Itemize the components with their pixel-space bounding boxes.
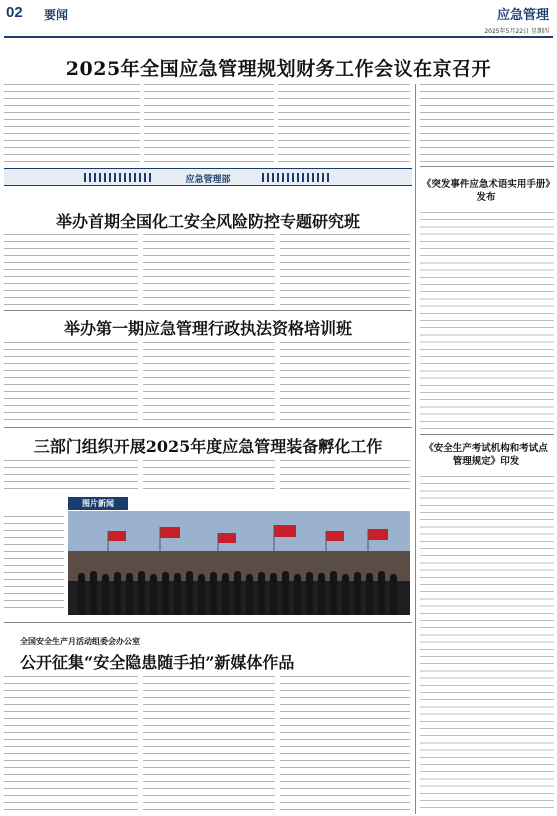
story4-body-col3 (280, 460, 410, 494)
right-col-divider (420, 166, 554, 167)
masthead (0, 0, 557, 46)
story2-body-col2 (143, 234, 275, 306)
photo-news-tag: 图片新闻 (68, 497, 128, 510)
story4-body-col2 (143, 460, 275, 494)
story4-body-col1 (4, 460, 138, 494)
story3-body-col1 (4, 342, 138, 422)
lead-body-col1 (4, 84, 140, 162)
lead-headline: 2025年全国应急管理规划财务工作会议在京召开 (65, 58, 492, 80)
story2-body-col3 (280, 234, 410, 306)
lead-body-col3 (278, 84, 410, 162)
news-photo-scene (68, 511, 410, 615)
masthead-rule (4, 36, 553, 38)
story4-headline: 三部门组织开展2025年度应急管理装备孵化工作 (33, 437, 383, 456)
story3-headline: 举办第一期应急管理行政执法资格培训班 (63, 319, 352, 338)
right-article2-headline: 《安全生产考试机构和考试点管理规定》印发 (424, 443, 548, 467)
photo-caption (4, 516, 64, 614)
story-divider (4, 622, 412, 623)
right-article1-body (420, 212, 554, 430)
column-divider (415, 84, 416, 814)
lead-body-col4 (420, 84, 554, 162)
story3-body-col3 (280, 342, 410, 422)
story2-headline: 举办首期全国化工安全风险防控专题研究班 (55, 212, 360, 231)
bottom-body-col3 (280, 676, 410, 814)
story3-body-col2 (143, 342, 275, 422)
story2-body-col1 (4, 234, 138, 306)
bottom-body-col1 (4, 676, 138, 814)
bottom-kicker: 全国安全生产月活动组委会办公室 (20, 637, 140, 646)
bottom-headline: 公开征集“安全隐患随手拍”新媒体作品 (20, 653, 295, 672)
right-article1-headline: 《突发事件应急术语实用手册》发布 (421, 179, 551, 203)
banner-label: 应急管理部 (185, 175, 231, 185)
story-divider (4, 427, 412, 428)
right-col-divider (420, 434, 554, 435)
bottom-body-col2 (143, 676, 275, 814)
news-photo (68, 511, 410, 615)
page-number: 02 (6, 4, 23, 21)
right-article2-body (420, 476, 554, 812)
story-divider (4, 310, 412, 311)
banner-ornament-right (262, 173, 332, 182)
section-banner (4, 168, 412, 186)
issue-date: 2025年5月22日 星期四 (484, 28, 549, 35)
paper-name: 应急管理 (496, 8, 549, 23)
lead-body-col2 (144, 84, 274, 162)
section-name: 要闻 (44, 8, 69, 22)
